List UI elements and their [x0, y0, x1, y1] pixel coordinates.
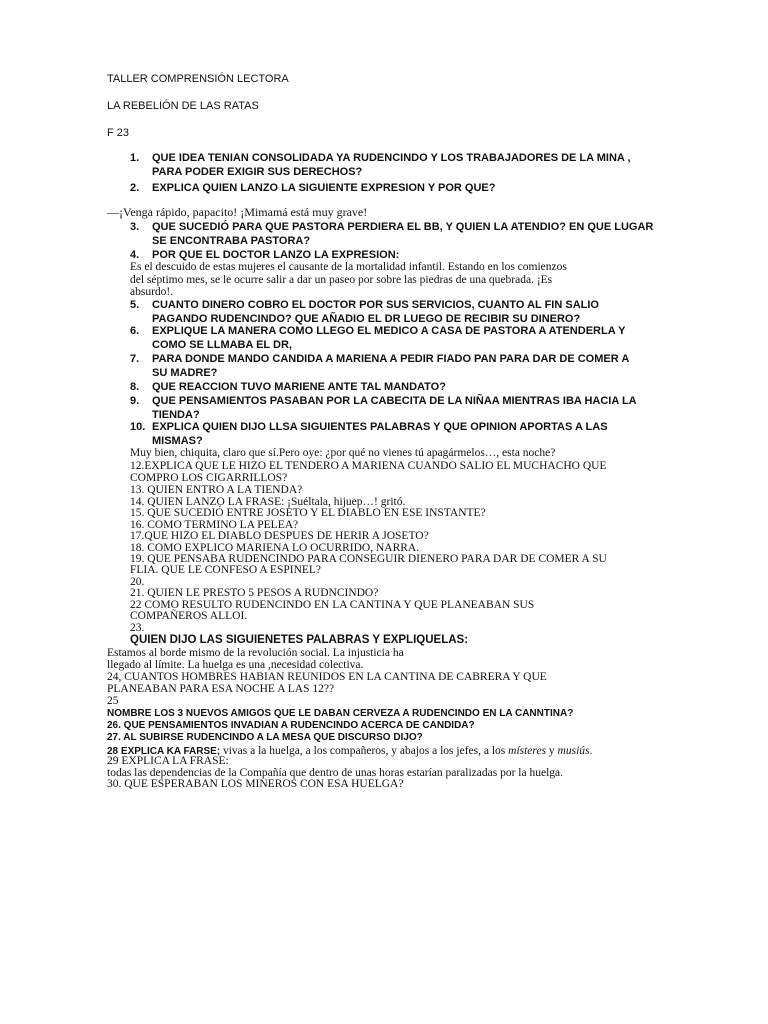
section-heading: QUIEN DIJO LAS SIGUIENETES PALABRAS Y EXPLIQUELAS: — [130, 634, 469, 646]
question-line: 25 — [107, 695, 119, 707]
question-text: QUE PENSAMIENTOS PASABAN POR LA CABECITA DE LA NIÑAA MIENTRAS IBA HACIA LA — [152, 395, 637, 407]
question-prefix: 28 EXPLICA KA FARSE; — [107, 746, 223, 757]
question-line: 27. AL SUBIRSE RUDENCINDO A LA MESA QUE DISCURSO DIJO? — [107, 732, 423, 743]
question-line: COMPAÑEROS ALLOI. — [130, 610, 248, 622]
phrase-italic: místeres — [508, 745, 547, 757]
question-text: CUANTO DINERO COBRO EL DOCTOR POR SUS SERVICIOS, CUANTO AL FIN SALIO — [152, 299, 599, 311]
question-number: 10. — [130, 421, 146, 433]
question-line: 24, CUANTOS HOMBRES HABIAN REUNIDOS EN LA CANTINA DE CABRERA Y QUE — [107, 671, 547, 683]
quote-text: todas las dependencias de la Compañía que dentro de unas horas estarían paralizadas por la huelga. — [107, 767, 563, 779]
question-text-cont: PARA PODER EXIGIR SUS DERECHOS? — [152, 166, 363, 178]
question-line: 21. QUIEN LE PRESTO 5 PESOS A RUDNCINDO? — [130, 587, 379, 599]
question-line: 30. QUE ESPERABAN LOS MINEROS CON ESA HUELGA? — [107, 778, 404, 790]
question-line: 26. QUE PENSAMIENTOS INVADIAN A RUDENCINDO ACERCA DE CANDIDA? — [107, 720, 475, 731]
question-number: 8. — [130, 381, 140, 393]
quote-text: Es el descuido de estas mujeres el causante de la mortalidad infantil. Estando en los comienzos — [130, 261, 567, 273]
question-line: 22 COMO RESULTO RUDENCINDO EN LA CANTINA Y QUE PLANEABAN SUS — [130, 599, 535, 611]
question-line: 29 EXPLICA LA FRASE: — [107, 755, 229, 767]
phrase-italic: musiús — [557, 745, 590, 757]
question-text-cont: SE ENCONTRABA PASTORA? — [152, 235, 311, 247]
question-text-cont: TIENDA? — [152, 409, 200, 421]
question-number: 1. — [130, 152, 140, 164]
question-number: 2. — [130, 182, 140, 194]
question-number: 5. — [130, 299, 140, 311]
quote-text: Muy bien, chiquita, claro que sí.Pero oye: ¿por qué no vienes tú apagármelos…, esta noche? — [130, 447, 556, 459]
story-title: LA REBELIÓN DE LAS RATAS — [107, 100, 259, 112]
question-number: 7. — [130, 353, 140, 365]
quote-text: absurdo!. — [130, 286, 174, 298]
question-text: PARA DONDE MANDO CANDIDA A MARIENA A PEDIR FIADO PAN PARA DAR DE COMER A — [152, 353, 630, 365]
quote-text: del séptimo mes, se le ocurre salir a dar un paseo por sobre las piedras de una quebrada. ¡Es — [130, 274, 553, 286]
quote-text: —¡Venga rápido, papacito! ¡Mimamá está muy grave! — [107, 205, 368, 219]
question-line: 13. QUIEN ENTRO A LA TIENDA? — [130, 484, 303, 496]
question-line: 15. QUE SUCEDIÓ ENTRE JOSETO Y EL DIABLO EN ESE INSTANTE? — [130, 507, 486, 519]
question-line: 23. — [130, 622, 145, 634]
question-line: NOMBRE LOS 3 NUEVOS AMIGOS QUE LE DABAN CERVEZA A RUDENCINDO EN LA CANNTINA? — [107, 708, 574, 719]
question-line: PLANEABAN PARA ESA NOCHE A LAS 12?? — [107, 683, 335, 695]
phrase-text: . — [589, 745, 593, 757]
question-text: QUE SUCEDIÓ PARA QUE PASTORA PERDIERA EL BB, Y QUIEN LA ATENDIO? EN QUE LUGAR — [152, 221, 654, 233]
question-line: COMPRO LOS CIGARRILLOS? — [130, 472, 288, 484]
question-line: 20. — [130, 576, 145, 588]
question-text: QUE REACCION TUVO MARIENE ANTE TAL MANDATO? — [152, 381, 446, 393]
question-line: 16. COMO TERMINO LA PELEA? — [130, 519, 299, 531]
question-text: QUE IDEA TENIAN CONSOLIDADA YA RUDENCINDO Y LOS TRABAJADORES DE LA MINA , — [152, 152, 631, 164]
question-line: 18. COMO EXPLICO MARIENA LO OCURRIDO, NARRA. — [130, 542, 420, 554]
question-number: 4. — [130, 249, 140, 261]
phrase-text: vivas a la huelga, a los compañeros, y abajos a los jefes, a los — [222, 745, 509, 757]
question-line: 12.EXPLICA QUE LE HIZO EL TENDERO A MARIENA CUANDO SALIO EL MUCHACHO QUE — [130, 460, 607, 472]
question-text: POR QUE EL DOCTOR LANZO LA EXPRESION: — [152, 249, 400, 261]
question-line: 14. QUIEN LANZO LA FRASE: ¡Suéltala, hijuep…! gritó. — [130, 496, 406, 508]
question-text-cont: SU MADRE? — [152, 367, 218, 379]
worksheet-title: TALLER COMPRENSIÓN LECTORA — [107, 73, 289, 85]
question-text-cont: MISMAS? — [152, 435, 203, 447]
phrase-text: y — [546, 745, 558, 757]
question-text: EXPLICA QUIEN LANZO LA SIGUIENTE EXPRESION Y POR QUE? — [152, 182, 496, 194]
question-text-cont: COMO SE LLMABA EL DR, — [152, 339, 292, 351]
question-line: 19. QUE PENSABA RUDENCINDO PARA CONSEGUIR DIENERO PARA DAR DE COMER A SU — [130, 553, 607, 565]
question-number: 9. — [130, 395, 140, 407]
question-line: FLIA. QUE LE CONFESO A ESPINEL? — [130, 564, 322, 576]
question-number: 6. — [130, 325, 140, 337]
worksheet-code: F 23 — [107, 127, 130, 139]
question-text: EXPLICA QUIEN DIJO LLSA SIGUIENTES PALABRAS Y QUE OPINION APORTAS A LAS — [152, 421, 608, 433]
question-line: 17.QUE HIZO EL DIABLO DESPUES DE HERIR A JOSETO? — [130, 530, 429, 542]
quote-text: llegado al límite. La huelga es una ,necesidad colectiva. — [107, 659, 364, 671]
question-number: 3. — [130, 221, 140, 233]
question-text: EXPLIQUE LA MANERA COMO LLEGO EL MEDICO A CASA DE PASTORA A ATENDERLA Y — [152, 325, 626, 337]
question-text-cont: PAGANDO RUDENCINDO? QUE AÑADIO EL DR LUEGO DE RECIBIR SU DINERO? — [152, 313, 581, 325]
quote-text: Estamos al borde mismo de la revolución social. La injusticia ha — [107, 647, 404, 659]
